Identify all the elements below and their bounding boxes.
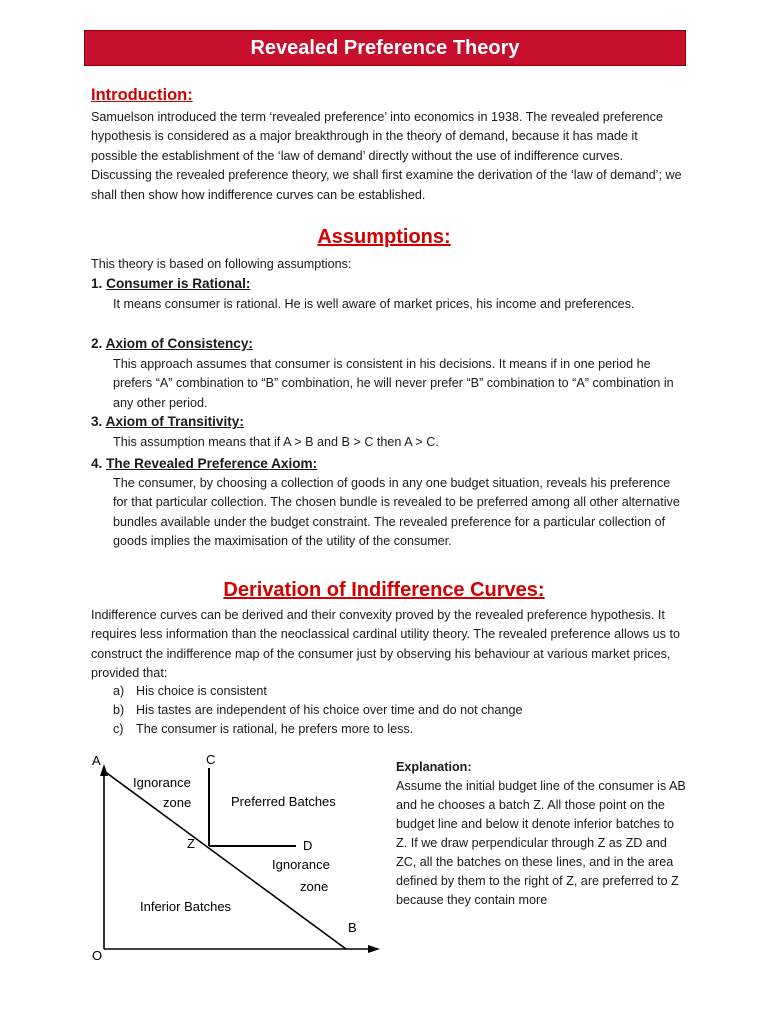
- assumption-number: 2.: [91, 336, 103, 351]
- assumption-number: 1.: [91, 276, 103, 291]
- conditions-list: [113, 682, 687, 740]
- x-axis-arrow: [368, 945, 380, 953]
- assumption-number: 3.: [91, 414, 103, 429]
- label-z: Z: [187, 836, 195, 851]
- assumption-2-title: [91, 336, 253, 351]
- assumption-number: 4.: [91, 456, 103, 471]
- assumptions-heading: Assumptions:: [317, 226, 451, 248]
- assumption-1-title: [91, 276, 250, 291]
- list-marker: b): [113, 703, 125, 718]
- label-o: O: [92, 948, 103, 963]
- explanation-body: Assume the initial budget line of the consumer is AB and he chooses a batch Z. All those point on the budget line and below it denote inferior batches to Z. If we draw perpendicular through Z as ZD and ZC, all the batches on these lines, and in the area defined by them to the right of Z, are preferred to Z because they contain more: [396, 779, 686, 907]
- budget-line-diagram: [84, 746, 390, 964]
- ignorance-zone-top-line-1: Ignorance: [133, 775, 191, 790]
- list-text: His choice is consistent: [136, 684, 267, 698]
- list-marker: a): [113, 684, 125, 698]
- ignorance-zone-right-line-2: zone: [300, 879, 329, 894]
- assumption-2-text: This approach assumes that consumer is consistent in his decisions. It means if in one period he prefers “A” combination to “B” combination, he will never prefer “B” combination to “A” combination in any other period.: [113, 357, 674, 410]
- label-b: B: [348, 920, 357, 935]
- ignorance-zone-right-line-1: Ignorance: [272, 857, 330, 872]
- label-d: D: [303, 838, 313, 853]
- list-item: [113, 701, 687, 720]
- list-item: [113, 682, 687, 701]
- inferior-batches-label: Inferior Batches: [140, 899, 232, 914]
- preferred-batches-label: Preferred Batches: [231, 794, 336, 809]
- explanation-block: [396, 758, 686, 910]
- derivation-heading: Derivation of Indifference Curves:: [223, 579, 545, 601]
- introduction-body: Samuelson introduced the term ‘revealed preference’ into economics in 1938. The revealed preference hypothesis is considered as a major breakthrough in the theory of demand, because it has made it possible the establishment of the ‘law of demand’ directly without the use of indifference curves. Discussing the revealed preference theory, we shall first examine the derivation of the ‘law of demand’; we shall then show how indifference curves can be established.: [91, 110, 682, 202]
- assumption-3-text: This assumption means that if A > B and B > C then A > C.: [113, 435, 439, 449]
- list-text: The consumer is rational, he prefers more to less.: [136, 722, 414, 737]
- list-item: [113, 720, 687, 739]
- title-banner: [84, 30, 686, 66]
- page-title: Revealed Preference Theory: [250, 36, 520, 59]
- assumption-title: The Revealed Preference Axiom:: [106, 456, 318, 471]
- y-axis-arrow: [100, 764, 108, 776]
- assumption-4-title: [91, 456, 317, 471]
- assumption-4-text: The consumer, by choosing a collection of goods in any one budget situation, reveals his preference for that particular collection. The chosen bundle is revealed to be preferred among all other alternative bundles available under the budget constraint. The revealed preference for a particular collection of goods implies the maximisation of the utility of the consumer.: [113, 476, 680, 549]
- assumption-title: Axiom of Transitivity:: [105, 414, 244, 429]
- ignorance-zone-top-line-2: zone: [163, 795, 192, 810]
- label-a: A: [92, 753, 101, 768]
- list-marker: c): [113, 722, 124, 737]
- explanation-heading: Explanation:: [396, 760, 472, 774]
- list-text: His tastes are independent of his choice over time and do not change: [136, 703, 523, 718]
- assumption-1-text: It means consumer is rational. He is well aware of market prices, his income and preferences.: [113, 297, 635, 311]
- label-c: C: [206, 752, 216, 767]
- assumption-title: Consumer is Rational:: [106, 276, 251, 291]
- assumptions-lead: This theory is based on following assumptions:: [91, 257, 352, 271]
- assumption-title: Axiom of Consistency:: [105, 336, 253, 351]
- introduction-heading: Introduction:: [91, 86, 193, 104]
- assumption-3-title: [91, 414, 244, 429]
- derivation-body: Indifference curves can be derived and their convexity proved by the revealed preference hypothesis. It requires less information than the neoclassical cardinal utility theory. The revealed preference allows us to construct the indifference map of the consumer just by observing his behaviour at various market prices, provided that:: [91, 608, 680, 681]
